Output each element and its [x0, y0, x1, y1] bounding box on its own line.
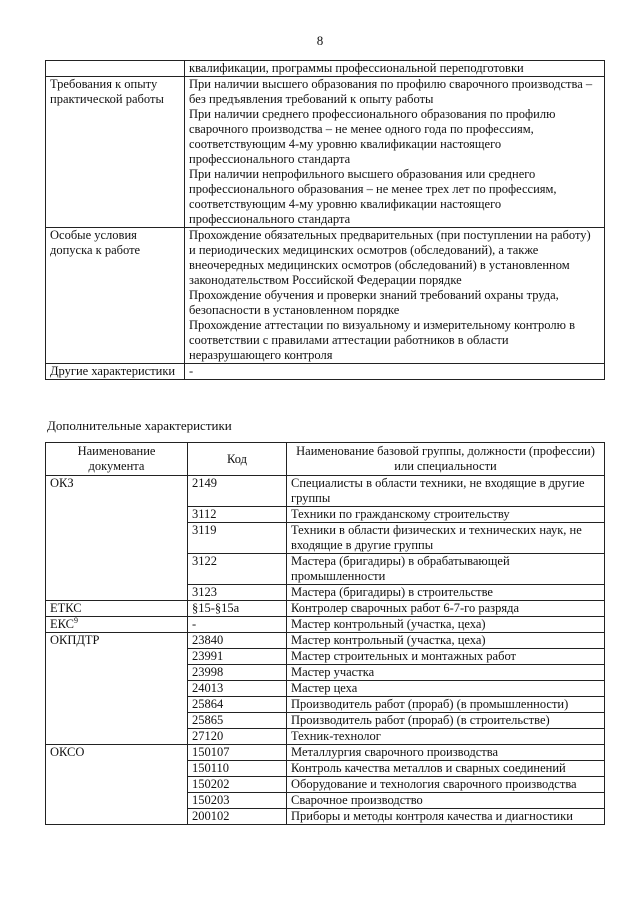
paragraph: Прохождение обязательных предварительных (при поступлении на работу) и периодических медицинских осмотров (обследований), а также внеочередных медицинских осмотров (обследований) в установленном законодательством Российской Федерации порядке: [189, 228, 591, 287]
document-name: ЕКС: [50, 617, 74, 631]
code-cell: 150110: [188, 761, 287, 777]
paragraph: При наличии непрофильного высшего образования или среднего профессионального образования – не менее трех лет по профессиям, соответствующим 4-му уровню квалификации настоящего профессионального стандарта: [189, 167, 557, 226]
code-cell: §15-§15а: [188, 601, 287, 617]
row-content: [185, 228, 605, 364]
code-cell: 25865: [188, 713, 287, 729]
occupation-name-cell: Мастер контрольный (участка, цеха): [287, 633, 605, 649]
code-cell: 24013: [188, 681, 287, 697]
code-cell: 2149: [188, 476, 287, 507]
paragraph: Прохождение обучения и проверки знаний требований охраны труда, безопасности в установленном порядке: [189, 288, 559, 317]
document-name-cell: [46, 601, 188, 617]
document-name-cell: [46, 476, 188, 601]
table-row-admission: [46, 228, 605, 364]
footnote-marker: 9: [74, 615, 78, 625]
row-label: Требования к опыту практической работы: [46, 77, 185, 228]
document-name-cell: [46, 633, 188, 745]
occupation-name-cell: Производитель работ (прораб) (в промышленности): [287, 697, 605, 713]
occupation-name-cell: Мастер строительных и монтажных работ: [287, 649, 605, 665]
page-number: 8: [316, 33, 324, 48]
code-cell: 200102: [188, 809, 287, 825]
occupation-name-cell: Специалисты в области техники, не входящие в другие группы: [287, 476, 605, 507]
table-row-other: [46, 364, 605, 380]
column-header: Наименование документа: [46, 443, 188, 476]
code-cell: 23991: [188, 649, 287, 665]
code-cell: 23998: [188, 665, 287, 681]
occupation-name-cell: Техник-технолог: [287, 729, 605, 745]
occupation-name-cell: Мастера (бригадиры) в строительстве: [287, 585, 605, 601]
occupation-name-cell: Мастер участка: [287, 665, 605, 681]
code-cell: 3112: [188, 507, 287, 523]
table-row: [46, 617, 605, 633]
occupation-name-cell: Контролер сварочных работ 6-7-го разряда: [287, 601, 605, 617]
code-cell: -: [188, 617, 287, 633]
code-cell: 27120: [188, 729, 287, 745]
occupation-name-cell: Техники по гражданскому строительству: [287, 507, 605, 523]
continuation-text: квалификации, программы профессиональной переподготовки: [185, 61, 605, 77]
occupation-name-cell: Сварочное производство: [287, 793, 605, 809]
occupation-name-cell: Мастер контрольный (участка, цеха): [287, 617, 605, 633]
code-cell: 3119: [188, 523, 287, 554]
paragraph: -: [189, 364, 194, 378]
row-content: [185, 364, 605, 380]
code-cell: 3122: [188, 554, 287, 585]
paragraph: При наличии среднего профессионального образования по профилю сварочного производства – не менее одного года по профессиям, соответствующим 4-му уровню квалификации настоящего профессионального стандарта: [189, 107, 556, 166]
table-header-row: [46, 443, 605, 476]
document-name: ОКСО: [50, 745, 85, 759]
code-cell: 150202: [188, 777, 287, 793]
occupation-name-cell: Контроль качества металлов и сварных соединений: [287, 761, 605, 777]
table-row: [46, 601, 605, 617]
document-name: ОКЗ: [50, 476, 74, 490]
qualification-requirements-table: [45, 60, 605, 380]
additional-characteristics-table: [45, 442, 605, 825]
row-content: [185, 77, 605, 228]
code-cell: 150107: [188, 745, 287, 761]
document-name: ЕТКС: [50, 601, 82, 615]
document-name: ОКПДТР: [50, 633, 100, 647]
additional-table-body: [46, 476, 605, 825]
occupation-name-cell: Приборы и методы контроля качества и диагностики: [287, 809, 605, 825]
occupation-name-cell: Оборудование и технология сварочного производства: [287, 777, 605, 793]
row-label: Особые условия допуска к работе: [46, 228, 185, 364]
table-row-experience: [46, 77, 605, 228]
occupation-name-cell: Металлургия сварочного производства: [287, 745, 605, 761]
code-cell: 150203: [188, 793, 287, 809]
document-name-cell: [46, 617, 188, 633]
table-cell-empty: [46, 61, 185, 77]
code-cell: 23840: [188, 633, 287, 649]
column-header: Код: [188, 443, 287, 476]
section-title: Дополнительные характеристики: [47, 418, 232, 433]
occupation-name-cell: Мастера (бригадиры) в обрабатывающей промышленности: [287, 554, 605, 585]
table-row: [46, 61, 605, 77]
column-header: Наименование базовой группы, должности (профессии) или специальности: [287, 443, 605, 476]
document-name-cell: [46, 745, 188, 825]
table-row: [46, 745, 605, 761]
occupation-name-cell: Производитель работ (прораб) (в строительстве): [287, 713, 605, 729]
code-cell: 25864: [188, 697, 287, 713]
paragraph: При наличии высшего образования по профилю сварочного производства – без предъявления требований к опыту работы: [189, 77, 593, 106]
occupation-name-cell: Техники в области физических и технических наук, не входящие в другие группы: [287, 523, 605, 554]
paragraph: Прохождение аттестации по визуальному и измерительному контролю в соответствии с правилами аттестации работников в области неразрушающего контроля: [189, 318, 575, 362]
code-cell: 3123: [188, 585, 287, 601]
table-row: [46, 476, 605, 507]
occupation-name-cell: Мастер цеха: [287, 681, 605, 697]
row-label: Другие характеристики: [46, 364, 185, 380]
table-row: [46, 633, 605, 649]
